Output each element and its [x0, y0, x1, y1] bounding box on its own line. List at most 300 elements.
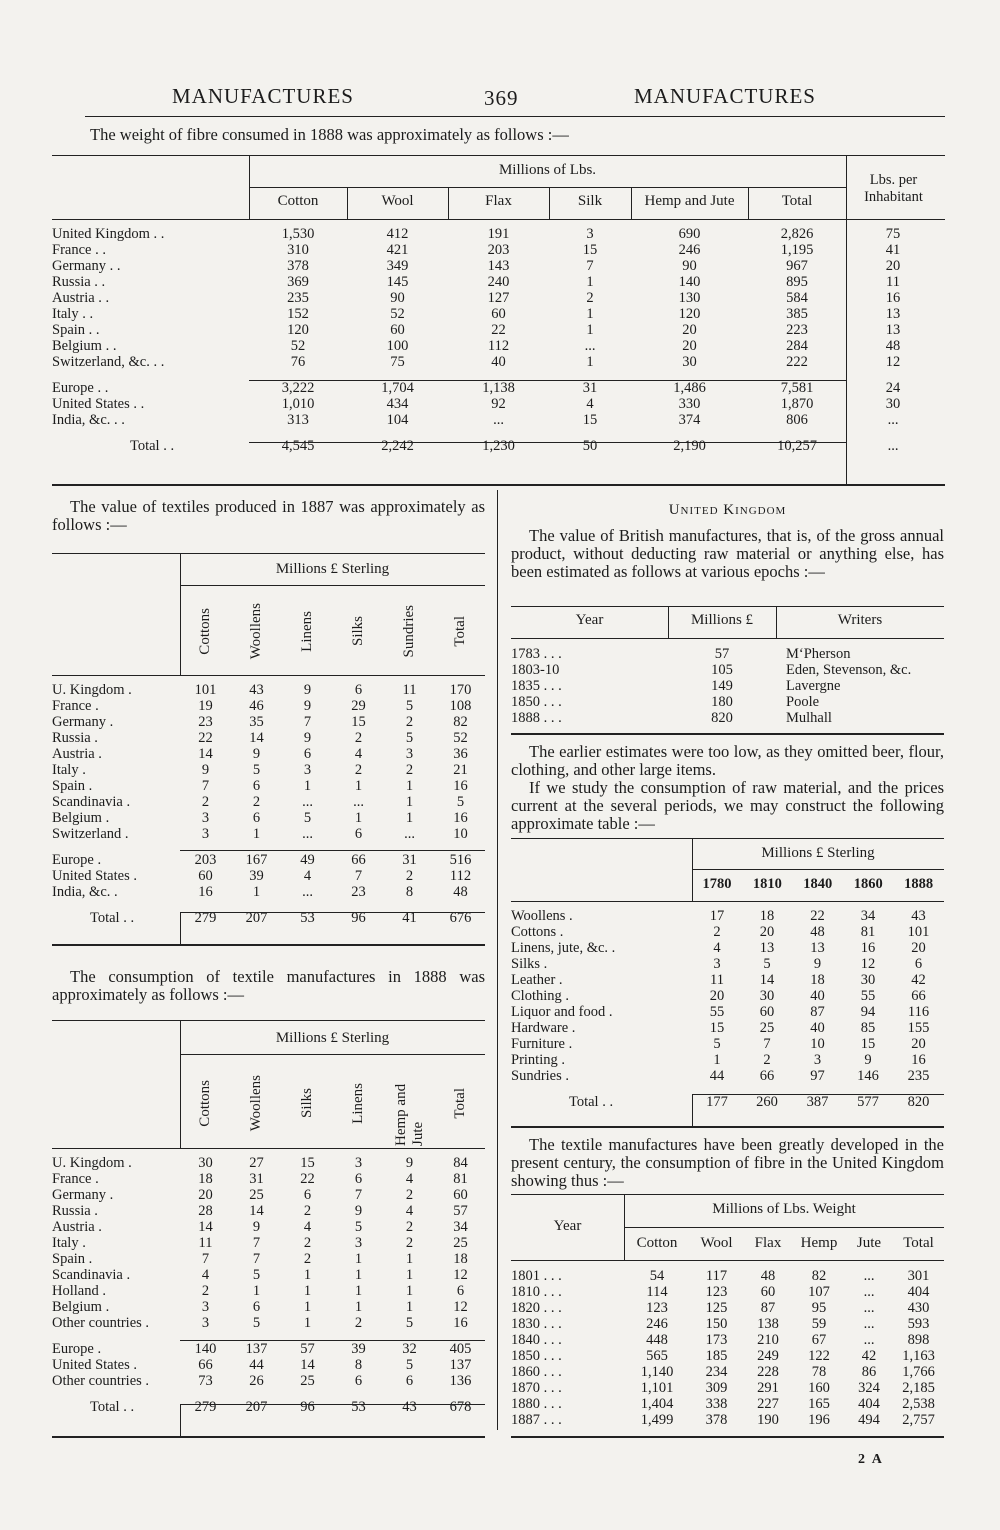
table-cell: 14 — [198, 746, 213, 762]
table-row — [52, 852, 486, 868]
table-cell: 1820 . . . — [511, 1300, 562, 1316]
table-cell: ... — [887, 412, 899, 428]
table-cell: 82 — [453, 714, 468, 730]
table-cell: 310 — [287, 242, 309, 258]
table-cell: 1 — [252, 1283, 261, 1299]
table-cell: 27 — [249, 1155, 264, 1171]
table-cell: 34 — [860, 908, 876, 924]
table-cell: 55 — [860, 988, 876, 1004]
table-cell: 7 — [586, 258, 594, 274]
table-cell: 1,010 — [281, 396, 315, 412]
table-cell: 593 — [907, 1316, 930, 1332]
table-cell: 2 — [763, 1052, 771, 1068]
table-cell: 1810 . . . — [511, 1284, 562, 1300]
table-cell: 73 — [198, 1373, 213, 1389]
table-cell: Total . . — [90, 910, 135, 926]
table-row — [52, 746, 486, 762]
table-row — [52, 1187, 486, 1203]
table-cell: 84 — [453, 1155, 468, 1171]
epochs-group-label: Millions £ Sterling — [761, 845, 875, 861]
table-cell: Scandinavia . — [52, 794, 131, 810]
column-header: Linens — [299, 610, 315, 652]
table-cell: 9 — [864, 1052, 872, 1068]
table-cell: 260 — [756, 1094, 778, 1110]
table-cell: 15 — [300, 1155, 315, 1171]
table-cell: 2,757 — [902, 1412, 935, 1428]
table-cell: 9 — [201, 762, 210, 778]
table-cell: 6 — [303, 1187, 312, 1203]
table-row — [52, 868, 486, 884]
table-row — [52, 714, 486, 730]
table-cell: 1,404 — [640, 1396, 674, 1412]
table-cell: 1,766 — [902, 1364, 935, 1380]
table-cell: 60 — [390, 322, 405, 338]
table-cell: 279 — [194, 910, 217, 926]
table-cell: 100 — [386, 338, 409, 354]
table-cell: 57 — [714, 646, 730, 662]
table-cell: 1 — [405, 778, 414, 794]
table-cell: Total . . — [90, 1399, 135, 1415]
table-cell: 2 — [405, 1219, 414, 1235]
table-cell: 9 — [252, 1219, 261, 1235]
table-cell: 149 — [711, 678, 733, 694]
table-cell: 25 — [759, 1020, 775, 1036]
table-row — [511, 694, 944, 710]
table-cell: M‘Pherson — [786, 646, 851, 662]
table-cell: 324 — [858, 1380, 880, 1396]
table-cell: 66 — [198, 1357, 213, 1373]
uk-para2: The earlier estimates were too low, as they omitted beer, flour, clothing, and other large items. — [511, 742, 944, 779]
table-cell: 7 — [303, 714, 312, 730]
table-cell: 1 — [354, 1283, 363, 1299]
table-cell: Germany . — [52, 1187, 114, 1203]
table-cell: 30 — [885, 396, 901, 412]
table-row — [511, 1300, 944, 1316]
table-cell: 9 — [813, 956, 822, 972]
table-row — [511, 1380, 944, 1396]
table-cell: 137 — [449, 1357, 472, 1373]
table-cell: Silks . — [511, 956, 548, 972]
table-cell: 75 — [390, 354, 405, 370]
table-cell: 227 — [757, 1396, 779, 1412]
weight-group-label: Millions of Lbs. Weight — [712, 1201, 856, 1217]
table-cell: 349 — [386, 258, 409, 274]
table-cell: 155 — [907, 1020, 930, 1036]
table-cell: 2 — [713, 924, 721, 940]
table-cell: 125 — [705, 1300, 728, 1316]
table-cell: 145 — [386, 274, 409, 290]
table-cell: 210 — [757, 1332, 779, 1348]
table-cell: 66 — [911, 988, 926, 1004]
table-cell: 66 — [351, 852, 366, 868]
table-cell: 228 — [757, 1364, 779, 1380]
table-cell: 369 — [287, 274, 309, 290]
table-cell: 235 — [907, 1068, 930, 1084]
table-cell: 246 — [646, 1316, 668, 1332]
table-row — [511, 1268, 944, 1284]
column-header: Wool — [700, 1235, 733, 1251]
table-cell: 43 — [402, 1399, 417, 1415]
table-cell: 12 — [453, 1299, 468, 1315]
table-cell: 1 — [405, 1283, 414, 1299]
table-cell: 16 — [453, 810, 468, 826]
table-cell: 60 — [491, 306, 506, 322]
table-cell: 1,486 — [673, 380, 706, 396]
table-cell: 313 — [287, 412, 309, 428]
table-row — [52, 1267, 486, 1283]
table-cell: 3 — [303, 762, 312, 778]
table-cell: 191 — [487, 226, 510, 242]
table-row — [511, 678, 944, 694]
table-cell: 170 — [449, 682, 472, 698]
table-cell: 16 — [911, 1052, 926, 1068]
table-cell: Lavergne — [786, 678, 841, 694]
table-cell: 5 — [763, 956, 771, 972]
table-row — [52, 412, 940, 428]
table-cell: 1850 . . . — [511, 1348, 562, 1364]
table-cell: 18 — [810, 972, 825, 988]
table-cell: 7,581 — [780, 380, 814, 396]
table-cell: 5 — [252, 762, 261, 778]
table-cell: 112 — [449, 868, 472, 884]
table-cell: Belgium . — [52, 1299, 110, 1315]
table-cell: 42 — [861, 1348, 877, 1364]
table-cell: 31 — [582, 380, 598, 396]
table-cell: 1803-10 — [511, 662, 560, 678]
table-row — [52, 1373, 486, 1389]
table-cell: 57 — [453, 1203, 468, 1219]
table-cell: Switzerland, &c. . . — [52, 354, 165, 370]
table-cell: 1 — [303, 1283, 312, 1299]
table-cell: 5 — [405, 1315, 414, 1331]
table-cell: 20 — [198, 1187, 213, 1203]
table-cell: 180 — [711, 694, 733, 710]
table-cell: 105 — [711, 662, 733, 678]
table-cell: U. Kingdom . — [52, 682, 132, 698]
table-cell: 1,140 — [640, 1364, 674, 1380]
table-cell: 249 — [757, 1348, 779, 1364]
table-cell: 30 — [860, 972, 876, 988]
table-cell: 122 — [808, 1348, 830, 1364]
table-cell: 14 — [198, 1219, 213, 1235]
table-cell: 40 — [810, 1020, 825, 1036]
column-header: Cottons — [197, 1079, 213, 1127]
column-header: Silks — [350, 615, 366, 646]
table-cell: 173 — [705, 1332, 728, 1348]
uk-heading: United Kingdom — [668, 502, 787, 518]
table-row — [52, 778, 486, 794]
table-cell: France . — [52, 698, 99, 714]
table-row — [52, 762, 486, 778]
column-header: Total — [452, 615, 468, 647]
table-cell: 25 — [453, 1235, 468, 1251]
table-cell: 1 — [303, 1315, 312, 1331]
column-header: Total — [903, 1235, 934, 1251]
table-cell: 6 — [914, 956, 923, 972]
table-cell: 12 — [860, 956, 876, 972]
table-cell: 5 — [405, 1357, 414, 1373]
table-row — [52, 1341, 486, 1357]
table-cell: 75 — [885, 226, 901, 242]
table-cell: 20 — [885, 258, 901, 274]
table-cell: 2 — [405, 762, 414, 778]
table-cell: 3 — [201, 810, 210, 826]
table-cell: 123 — [646, 1300, 668, 1316]
table-cell: 4 — [586, 396, 594, 412]
table-cell: France . — [52, 1171, 99, 1187]
table-cell: 11 — [198, 1235, 213, 1251]
table-cell: 52 — [390, 306, 405, 322]
table-cell: 140 — [194, 1341, 217, 1357]
table-cell: 1,138 — [482, 380, 515, 396]
table-cell: 15 — [582, 242, 598, 258]
table-cell: 7 — [201, 778, 210, 794]
table-cell: 6 — [252, 778, 261, 794]
table-cell: 3 — [713, 956, 721, 972]
table-cell: Scandinavia . — [52, 1267, 131, 1283]
table-cell: 25 — [249, 1187, 264, 1203]
table-cell: 9 — [303, 682, 312, 698]
table-cell: 378 — [287, 258, 309, 274]
table-cell: 516 — [449, 852, 472, 868]
table-cell: Liquor and food . — [511, 1004, 613, 1020]
table-cell: 10,257 — [777, 438, 817, 454]
table-cell: 60 — [453, 1187, 468, 1203]
table-row — [52, 1219, 486, 1235]
table-cell: 30 — [759, 988, 775, 1004]
table-cell: 116 — [907, 1004, 930, 1020]
table-cell: 2 — [405, 714, 414, 730]
table-cell: 87 — [760, 1300, 776, 1316]
table-cell: 15 — [709, 1020, 725, 1036]
table-cell: Spain . — [52, 1251, 93, 1267]
table-cell: 22 — [491, 322, 506, 338]
table-cell: 15 — [860, 1036, 876, 1052]
table-cell: 107 — [808, 1284, 830, 1300]
table-cell: Woollens . — [511, 908, 573, 924]
table-cell: 59 — [811, 1316, 827, 1332]
produced-group-label: Millions £ Sterling — [275, 561, 390, 577]
table-row — [511, 646, 944, 662]
column-header: Flax — [485, 193, 512, 209]
table-cell: 279 — [194, 1399, 217, 1415]
table-cell: Austria . — [52, 746, 102, 762]
table-cell: 1 — [586, 274, 594, 290]
table-cell: 40 — [491, 354, 506, 370]
table-cell: 7 — [354, 1187, 363, 1203]
fibre-per-inhabitant-label: Lbs. per Inhabitant — [864, 172, 923, 205]
table-cell: 1870 . . . — [511, 1380, 562, 1396]
table-row — [511, 1364, 944, 1380]
table-cell: 54 — [649, 1268, 665, 1284]
column-header: Woollens — [248, 1074, 264, 1132]
column-header: Cottons — [197, 607, 213, 655]
table-cell: 1850 . . . — [511, 694, 562, 710]
table-row — [52, 826, 486, 842]
table-cell: 60 — [198, 868, 213, 884]
table-cell: 15 — [351, 714, 366, 730]
table-cell: 1 — [405, 810, 414, 826]
column-header: Wool — [381, 193, 414, 209]
table-cell: 8 — [405, 884, 414, 900]
table-cell: 49 — [300, 852, 315, 868]
table-cell: Sundries . — [511, 1068, 569, 1084]
table-cell: 9 — [405, 1155, 414, 1171]
table-cell: 4 — [405, 1171, 414, 1187]
table-cell: 1,195 — [780, 242, 814, 258]
table-cell: 8 — [354, 1357, 363, 1373]
table-cell: 96 — [351, 910, 366, 926]
table-cell: 1 — [405, 794, 414, 810]
table-cell: 207 — [245, 1399, 268, 1415]
table-cell: 31 — [402, 852, 417, 868]
column-header: 1840 — [803, 876, 833, 892]
table-cell: 1,499 — [640, 1412, 674, 1428]
table-cell: 41 — [402, 910, 417, 926]
table-cell: 6 — [354, 682, 363, 698]
table-cell: 114 — [646, 1284, 668, 1300]
table-cell: 2 — [405, 1235, 414, 1251]
table-cell: Other countries . — [52, 1373, 150, 1389]
table-cell: 1 — [303, 1299, 312, 1315]
table-cell: 4 — [405, 1203, 414, 1219]
table-cell: 2 — [586, 290, 594, 306]
table-cell: 3 — [201, 826, 210, 842]
table-cell: 7 — [763, 1036, 771, 1052]
table-cell: 222 — [786, 354, 808, 370]
table-cell: 18 — [453, 1251, 468, 1267]
table-cell: 806 — [786, 412, 808, 428]
table-cell: ... — [584, 338, 596, 354]
table-cell: 223 — [786, 322, 808, 338]
table-cell: 101 — [194, 682, 217, 698]
table-cell: 13 — [759, 940, 775, 956]
table-cell: 1 — [586, 306, 594, 322]
table-cell: 46 — [249, 698, 264, 714]
column-header: Cotton — [277, 193, 319, 209]
table-cell: 146 — [857, 1068, 879, 1084]
table-row — [52, 1171, 486, 1187]
table-cell: Cottons . — [511, 924, 564, 940]
table-cell: 2 — [303, 1251, 312, 1267]
table-cell: 26 — [249, 1373, 264, 1389]
table-cell: 2,826 — [780, 226, 814, 242]
table-cell: 43 — [249, 682, 264, 698]
table-row — [52, 1357, 486, 1373]
table-row — [511, 988, 944, 1004]
table-cell: 378 — [705, 1412, 728, 1428]
table-cell: 690 — [678, 226, 701, 242]
table-cell: ... — [493, 412, 504, 428]
table-cell: 309 — [705, 1380, 728, 1396]
table-row — [52, 1315, 486, 1331]
table-row — [52, 1299, 486, 1315]
table-cell: 1,704 — [381, 380, 414, 396]
table-cell: Russia . . — [52, 274, 106, 290]
uk-intro: The value of British manufactures, that is, of the gross annual product, without deducting raw material or anything else, has been estimated as follows at various epochs :— — [511, 526, 944, 581]
epochs-table — [511, 908, 944, 1110]
table-cell: 23 — [198, 714, 213, 730]
table-cell: ... — [863, 1284, 875, 1300]
table-cell: 120 — [678, 306, 701, 322]
table-cell: United Kingdom . . — [52, 226, 165, 242]
table-cell: 1 — [252, 884, 261, 900]
table-row — [52, 242, 940, 258]
table-cell: 330 — [678, 396, 701, 412]
table-cell: 117 — [705, 1268, 728, 1284]
table-cell: 385 — [786, 306, 808, 322]
table-cell: India, &c. . . — [52, 412, 125, 428]
table-cell: 6 — [354, 1373, 363, 1389]
table-row — [511, 1348, 944, 1364]
table-cell: 4 — [713, 940, 721, 956]
table-cell: United States . . — [52, 396, 145, 412]
table-cell: 430 — [907, 1300, 930, 1316]
table-cell: 16 — [885, 290, 901, 306]
table-cell: Belgium . — [52, 810, 110, 826]
table-cell: 177 — [706, 1094, 728, 1110]
table-cell: 5 — [405, 730, 414, 746]
table-cell: Italy . — [52, 762, 86, 778]
table-cell: Poole — [786, 694, 820, 710]
table-row — [511, 956, 944, 972]
table-cell: 1835 . . . — [511, 678, 562, 694]
table-cell: 130 — [678, 290, 701, 306]
column-header: Total — [452, 1087, 468, 1119]
running-head-right: MANUFACTURES — [634, 84, 816, 108]
table-cell: 42 — [911, 972, 926, 988]
fibre-group-label: Millions of Lbs. — [498, 162, 597, 178]
table-cell: ... — [302, 884, 313, 900]
table-cell: 895 — [786, 274, 808, 290]
table-cell: 5 — [252, 1315, 261, 1331]
table-row — [52, 322, 940, 338]
table-cell: 565 — [646, 1348, 668, 1364]
table-cell: Total . . — [569, 1094, 614, 1110]
table-cell: Italy . . — [52, 306, 94, 322]
table-cell: 4 — [303, 1219, 312, 1235]
column-header: 1780 — [702, 876, 732, 892]
table-cell: 2,185 — [902, 1380, 935, 1396]
table-cell: 2,538 — [902, 1396, 935, 1412]
table-cell: Mulhall — [786, 710, 832, 726]
table-cell: 86 — [861, 1364, 877, 1380]
table-cell: 405 — [449, 1341, 472, 1357]
table-cell: Russia . — [52, 730, 98, 746]
table-cell: 94 — [860, 1004, 876, 1020]
table-cell: 387 — [806, 1094, 829, 1110]
table-cell: 13 — [885, 322, 901, 338]
table-row — [52, 338, 940, 354]
table-cell: 9 — [252, 746, 261, 762]
column-header: Silks — [299, 1087, 315, 1118]
uk-para3: If we study the consumption of raw material, and the prices current at the several periods, we may construct the following approximate table :— — [511, 778, 944, 833]
table-cell: 7 — [201, 1251, 210, 1267]
table-cell: 4 — [303, 868, 312, 884]
table-row — [52, 396, 940, 412]
table-cell: Holland . — [52, 1283, 106, 1299]
table-cell: 96 — [300, 1399, 315, 1415]
table-cell: 3 — [201, 1315, 210, 1331]
table-cell: 20 — [709, 988, 725, 1004]
table-cell: 577 — [857, 1094, 879, 1110]
table-cell: 2 — [354, 762, 363, 778]
table-cell: 44 — [249, 1357, 264, 1373]
table-cell: 1 — [586, 322, 594, 338]
table-cell: 2 — [354, 730, 363, 746]
table-cell: 5 — [354, 1219, 363, 1235]
table-cell: 6 — [303, 746, 312, 762]
